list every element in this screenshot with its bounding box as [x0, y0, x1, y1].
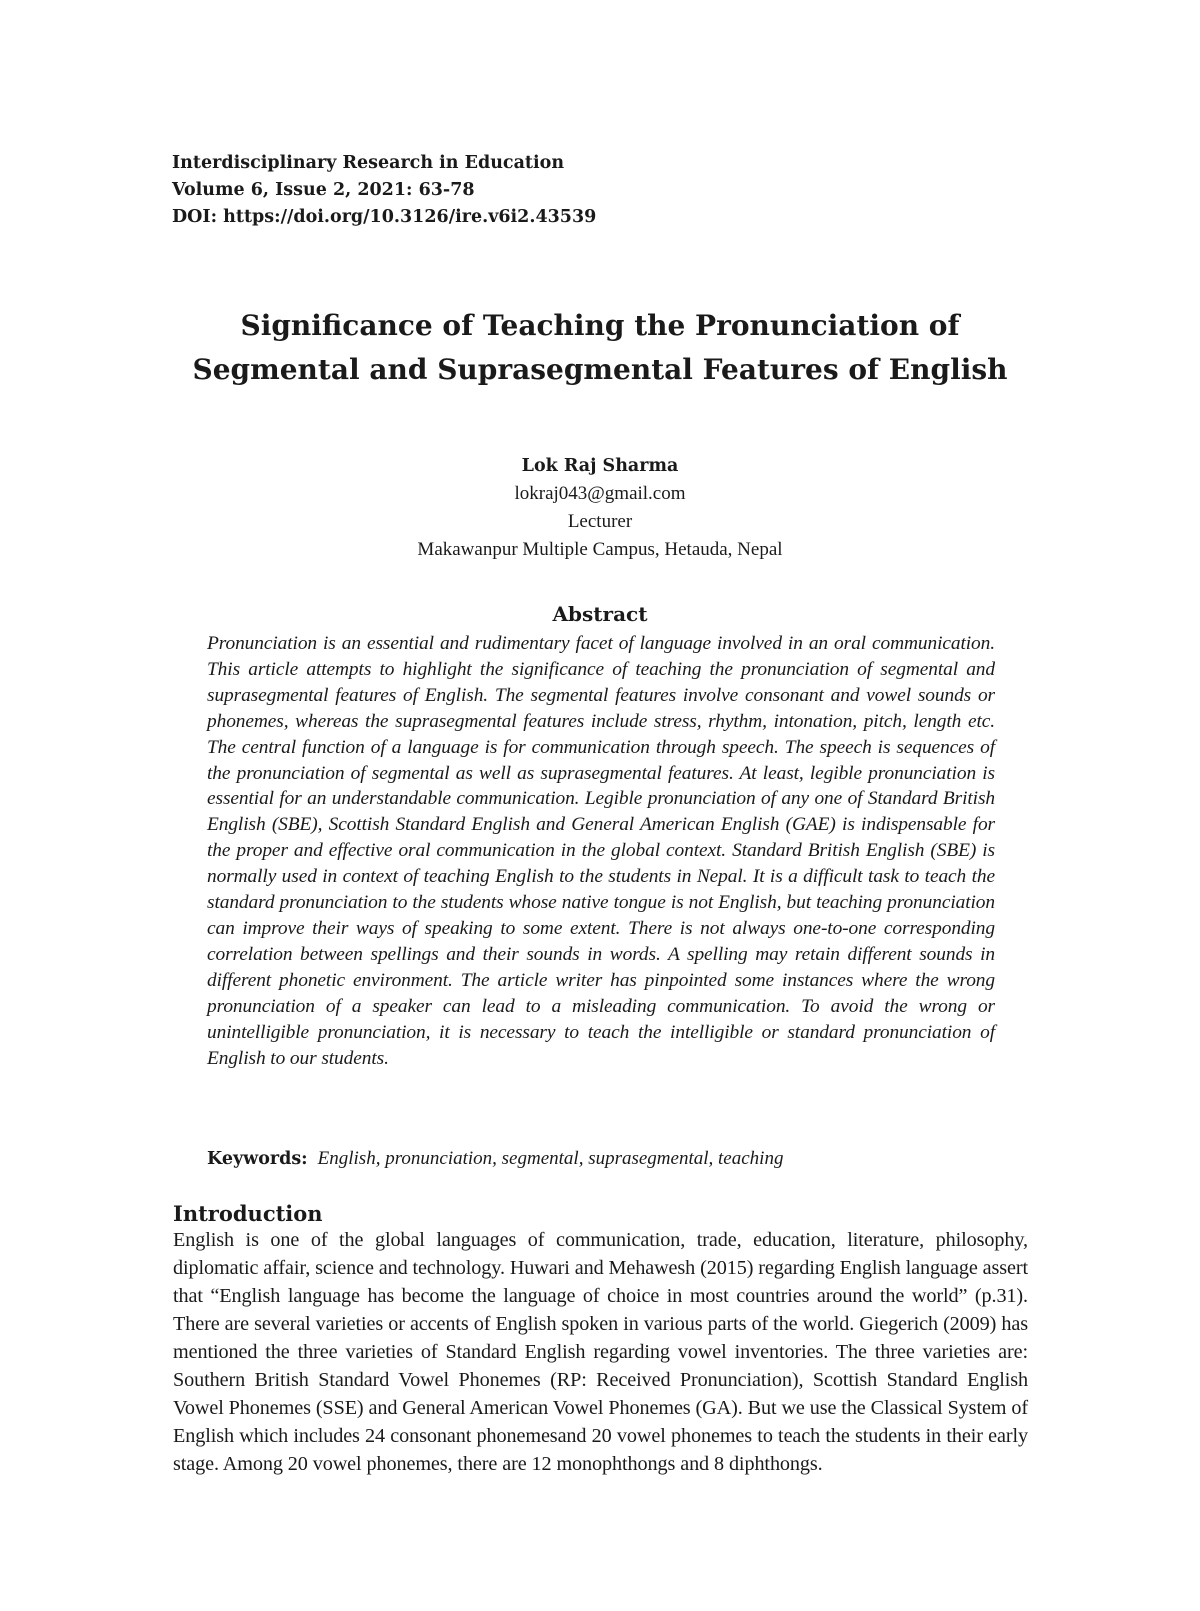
- keywords-label: Keywords:: [207, 1149, 308, 1169]
- introduction-text: English is one of the global languages of communication, trade, education, literature, philosophy, diplomatic affair, science and technology. Huwari and Mehawesh (2015) regarding English language assert that “English language has become the language of choice in most countries around the world” (p.31). There are several varieties or accents of English spoken in various parts of the world. Giegerich (2009) has mentioned the three varieties of Standard English regarding vowel inventories. The three varieties are: Southern British Standard Vowel Phonemes (RP: Received Pronunciation), Scottish Standard English Vowel Phonemes (SSE) and General American Vowel Phonemes (GA). But we use the Classical System of English which includes 24 consonant phonemesand 20 vowel phonemes to teach the students in their early stage. Among 20 vowel phonemes, there are 12 monophthongs and 8 diphthongs.: [173, 1229, 1028, 1475]
- paper-title-line-2: Segmental and Suprasegmental Features of English: [192, 353, 1008, 386]
- author-affiliation: Makawanpur Multiple Campus, Hetauda, Nepal: [417, 539, 783, 560]
- journal-header: [172, 150, 596, 231]
- author-block: [300, 452, 900, 564]
- abstract-heading: Abstract: [552, 602, 648, 626]
- author-email: lokraj043@gmail.com: [514, 483, 686, 504]
- paper-title-line-1: Significance of Teaching the Pronunciation of: [240, 309, 960, 342]
- paper-title: [150, 304, 1050, 392]
- journal-volume: Volume 6, Issue 2, 2021: 63-78: [172, 180, 475, 200]
- journal-name: Interdisciplinary Research in Education: [172, 153, 565, 173]
- keywords-line: [207, 1145, 995, 1172]
- journal-doi: DOI: https://doi.org/10.3126/ire.v6i2.43539: [172, 207, 597, 227]
- introduction-heading: Introduction: [173, 1201, 323, 1226]
- abstract-text: Pronunciation is an essential and rudimentary facet of language involved in an oral communication. This article attempts to highlight the significance of teaching the pronunciation of segmental and suprasegmental features of English. The segmental features involve consonant and vowel sounds or phonemes, whereas the suprasegmental features include stress, rhythm, intonation, pitch, length etc. The central function of a language is for communication through speech. The speech is sequences of the pronunciation of segmental as well as suprasegmental features. At least, legible pronunciation is essential for an understandable communication. Legible pronunciation of any one of Standard British English (SBE), Scottish Standard English and General American English (GAE) is indispensable for the proper and effective oral communication in the global context. Standard British English (SBE) is normally used in context of teaching English to the students in Nepal. It is a difficult task to teach the standard pronunciation to the students whose native tongue is not English, but teaching pronunciation can improve their ways of speaking to some extent. There is not always one-to-one corresponding correlation between spellings and their sounds in words. A spelling may retain different sounds in different phonetic environment. The article writer has pinpointed some instances where the wrong pronunciation of a speaker can lead to a misleading communication. To avoid the wrong or unintelligible pronunciation, it is necessary to teach the intelligible or standard pronunciation of English to our students.: [207, 633, 995, 1069]
- author-position: Lecturer: [567, 511, 633, 532]
- author-name: Lok Raj Sharma: [521, 456, 679, 476]
- keywords-text: English, pronunciation, segmental, suprasegmental, teaching: [317, 1148, 784, 1169]
